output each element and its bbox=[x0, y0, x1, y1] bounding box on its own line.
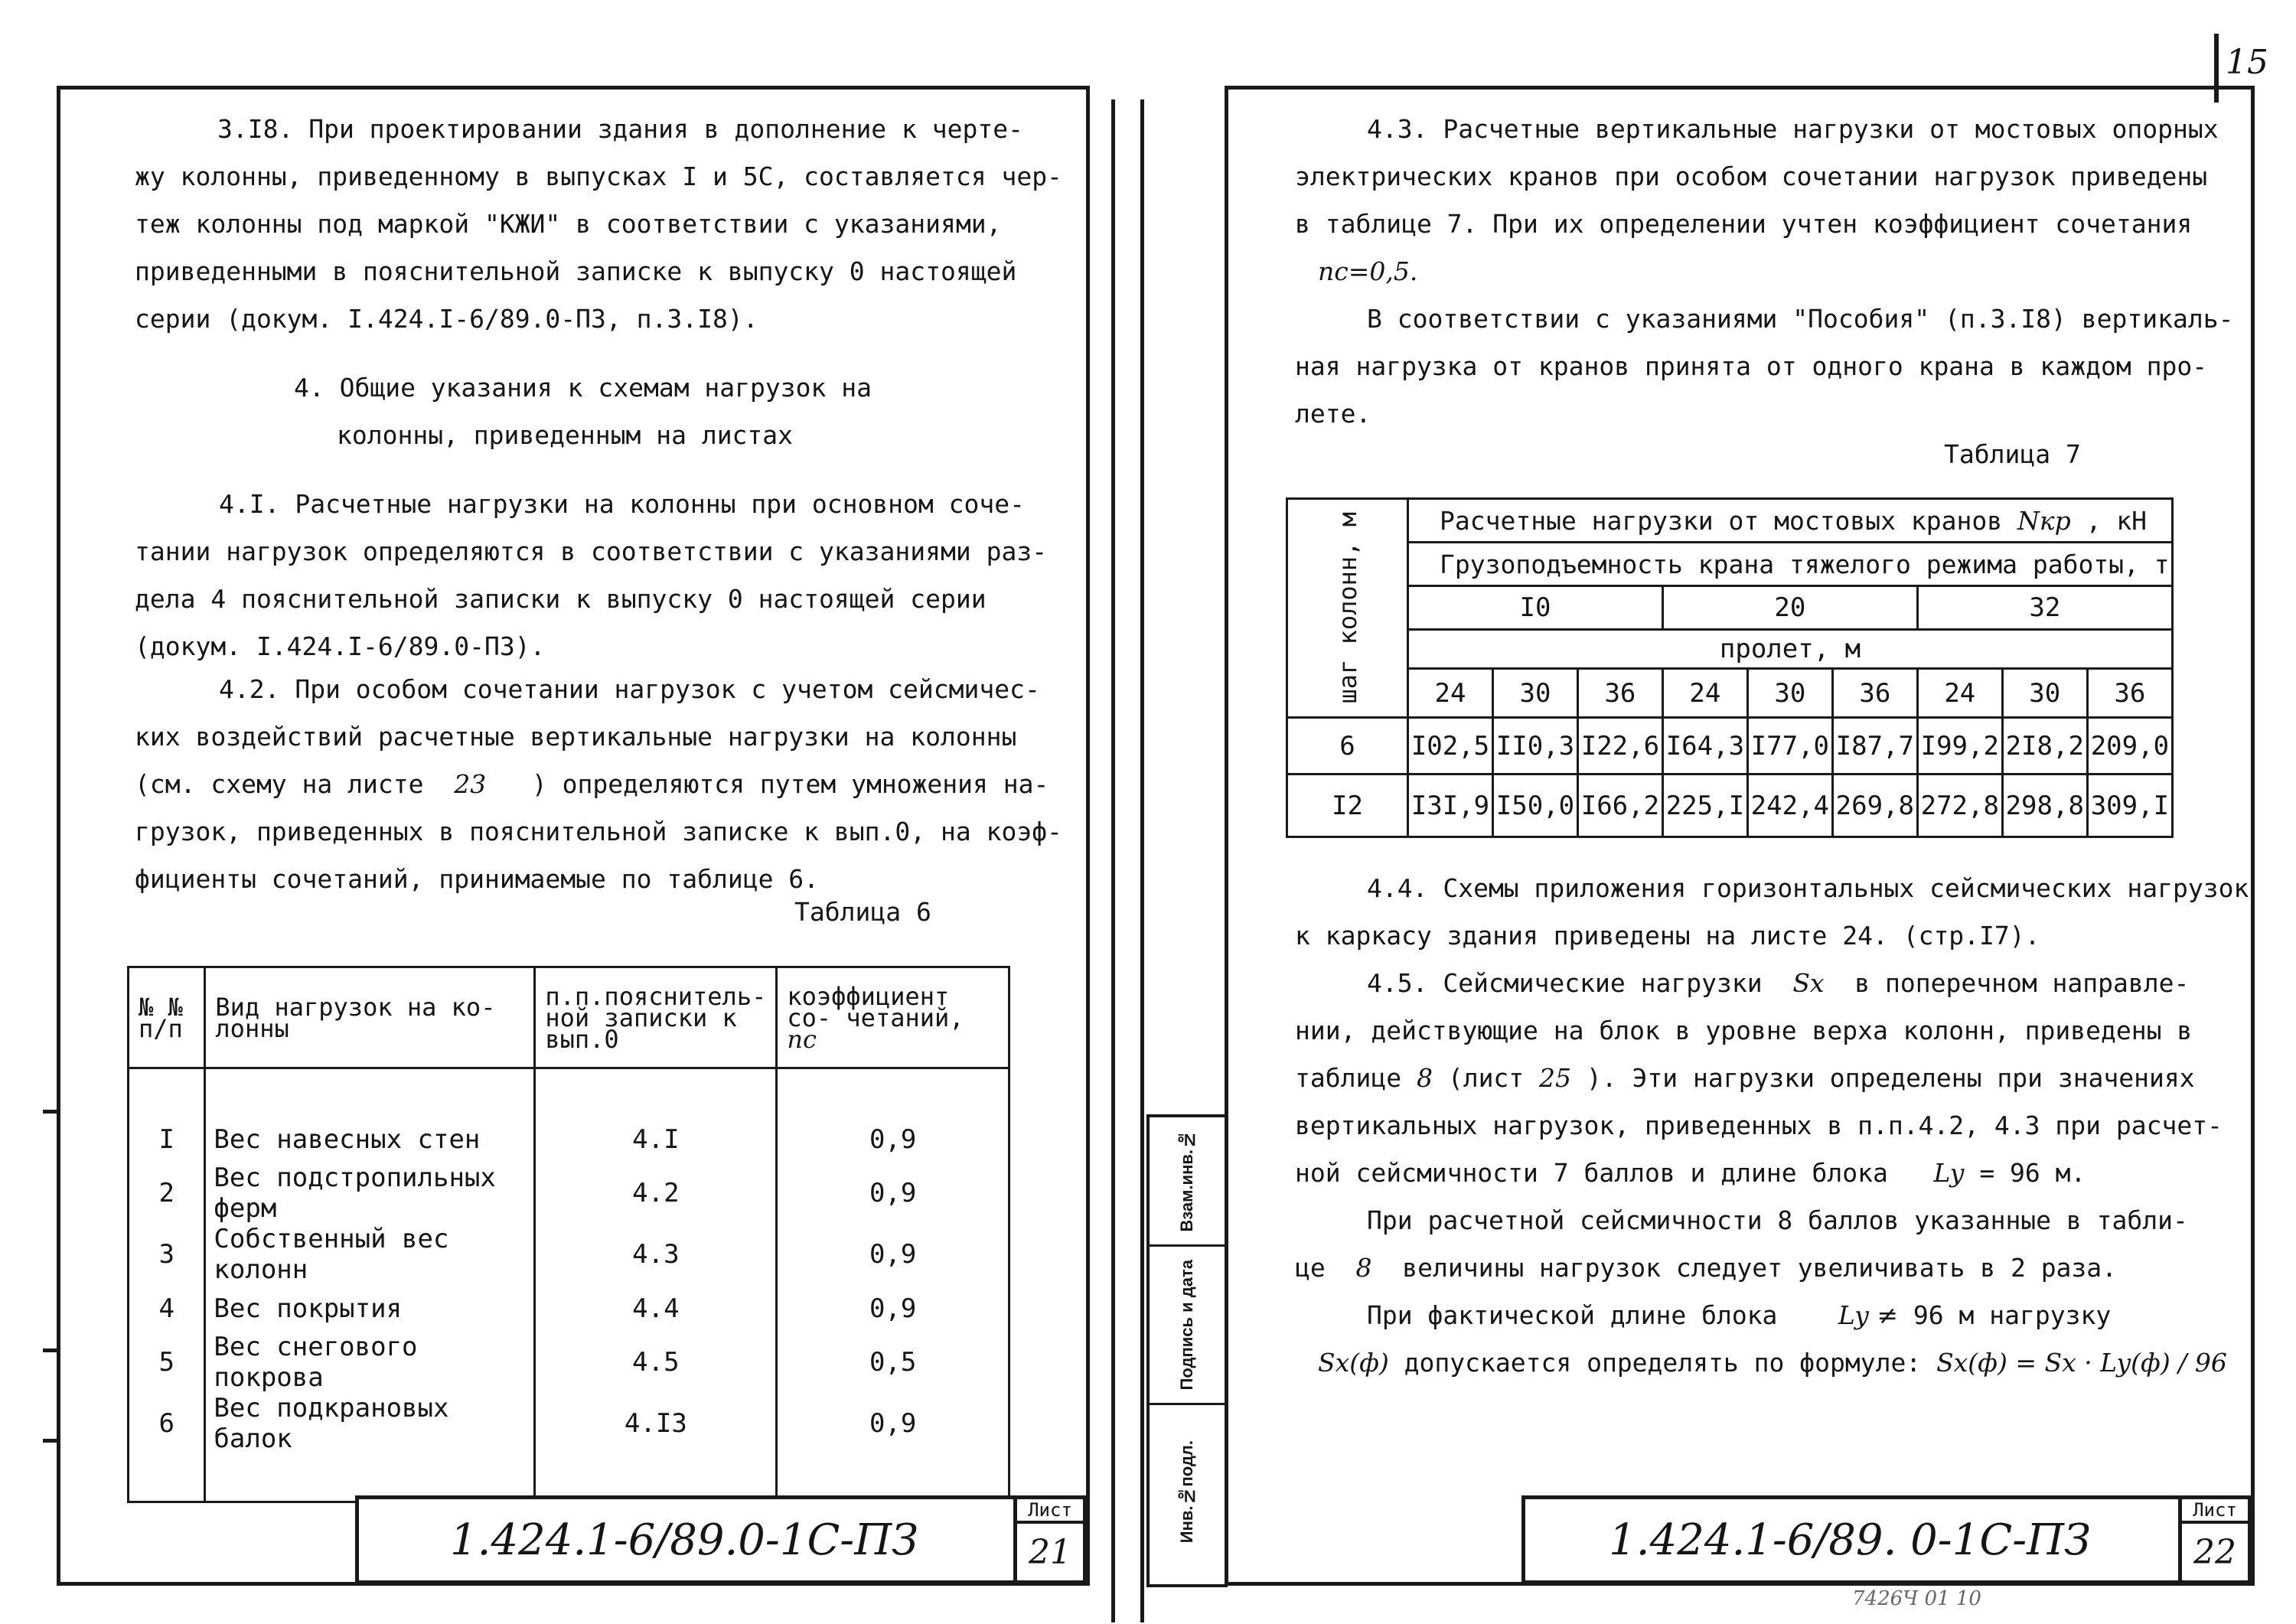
t7-span-label: пролет, м bbox=[1408, 630, 2173, 669]
left-sheet-number: 21 bbox=[1029, 1532, 1071, 1572]
side-label-inv-no: Инв.№подл. bbox=[1177, 1440, 1196, 1544]
t7-capacity: Грузоподъемность крана тяжелого режима работы, т bbox=[1408, 543, 2173, 586]
page-number: 15 bbox=[2226, 43, 2268, 82]
t7-title: Расчетные нагрузки от мостовых кранов Nкр , кН bbox=[1408, 499, 2173, 543]
t6-row: I Вес навесных стен 4.I 0,9 bbox=[129, 1116, 1009, 1163]
table-7 bbox=[1286, 497, 2174, 838]
left-sheet-label: Лист bbox=[1017, 1499, 1083, 1524]
sheet-ref-23: 23 bbox=[454, 769, 487, 799]
paragraph-4-4-to-4-7: 4.4. Схемы приложения горизонтальных сейсмических нагрузок к каркасу здания приведены на листе 24. (стр.I7). 4.5. Сейсмические нагрузки Sx в поперечном направле- нии, действующие на блок в уровне верха колонн, приведены в таблице 8 (лист 25 ). Эти нагрузки определены при значениях вертикальных нагрузок, приведенных в п.п.4.2, 4.3 при расчет- ной сейсмичности 7 баллов и длине блока Ly = 96 м. При расчетной сейсмичности 8 баллов указанные в табли- це 8 величины нагрузок следует увеличивать в 2 раза. При фактической длине блока Ly ≠ 96 м нагрузку Sx(ф) допускается определять по формуле: Sx(ф) = Sx · Ly(ф) / 96 bbox=[1295, 873, 2249, 1378]
paragraph-4-1: 4.I. Расчетные нагрузки на колонны при основном соче- тании нагрузок определяются в соответствии с указаниями раз- дела 4 пояснительной записки к выпуску 0 настоящей серии (докум. I.424.I-6/89.0-ПЗ). bbox=[135, 489, 1048, 661]
fold-line bbox=[1111, 99, 1115, 1622]
t6-row: 6 Вес подкрановых балок 4.I3 0,9 bbox=[129, 1393, 1009, 1454]
side-label-replaced-inv: Взам.инв.№ bbox=[1177, 1130, 1196, 1232]
paragraph-3-18: 3.I8. При проектировании здания в дополнение к черте- жу колонны, приведенному в выпусках I и 5С, составляется чер- теж колонны под маркой "КЖИ" в соответствии с указаниями, приведенными в пояснительной записке к выпуску 0 настоящей серии (докум. I.424.I-6/89.0-ПЗ, п.3.I8). bbox=[135, 114, 1062, 334]
t7-row: 6 I02,5 II0,3 I22,6 I64,3 I77,0 I87,7 I99,2 2I8,2 209,0 bbox=[1287, 718, 2173, 774]
table6-caption: Таблица 6 bbox=[794, 897, 931, 927]
section-4-heading: 4. Общие указания к схемам нагрузок на колонны, приведенным на листах bbox=[294, 373, 872, 450]
t7-row: I2 I3I,9 I50,0 I66,2 225,I 242,4 269,8 272,8 298,8 309,I bbox=[1287, 774, 2173, 837]
t7-capacity-10: I0 bbox=[1408, 586, 1663, 630]
bottom-note: 7426Ч 01 10 bbox=[1852, 1587, 1981, 1610]
t6-row: 5 Вес снегового покрова 4.5 0,5 bbox=[129, 1332, 1009, 1393]
left-document-code: 1.424.1-6/89.0-1С-ПЗ bbox=[450, 1515, 918, 1565]
right-sheet-number: 22 bbox=[2193, 1532, 2236, 1572]
t7-capacity-32: 32 bbox=[1917, 586, 2172, 630]
paragraph-4-2: 4.2. При особом сочетании нагрузок с учетом сейсмичес- ких воздействий расчетные вертикальные нагрузки на колонны (см. схему на листе 23 ) определяются путем умножения на- грузок, приведенных в пояснительной записке к вып.0, на коэф- фициенты сочетаний, принимаемые по таблице 6. bbox=[135, 674, 1062, 894]
t6-row: 2 Вес подстропильных ферм 4.2 0,9 bbox=[129, 1163, 1009, 1224]
t7-capacity-20: 20 bbox=[1662, 586, 1917, 630]
table7-caption: Таблица 7 bbox=[1944, 439, 2081, 469]
t7-side-header: шаг колонн, м bbox=[1332, 512, 1362, 704]
right-side-strip bbox=[1146, 1114, 1228, 1587]
right-document-code: 1.424.1-6/89. 0-1С-ПЗ bbox=[1609, 1515, 2091, 1565]
sx-symbol: Sx bbox=[1792, 968, 1825, 998]
table-6 bbox=[127, 966, 1010, 1503]
t6-row: 4 Вес покрытия 4.4 0,9 bbox=[129, 1285, 1009, 1332]
t7-spans-row: 24 30 36 24 30 36 24 30 36 bbox=[1287, 669, 2173, 718]
right-sheet-label: Лист bbox=[2182, 1499, 2248, 1524]
coef-nc: nc=0,5. bbox=[1318, 256, 1418, 286]
left-title-block bbox=[355, 1495, 1087, 1584]
t6-header-num: № № п/п bbox=[129, 967, 205, 1068]
t6-header-coef: коэффициент со- четаний, nс bbox=[777, 967, 1009, 1068]
t6-header-note: п.п.пояснитель- ной записки к вып.0 bbox=[535, 967, 777, 1068]
paragraph-4-3: 4.3. Расчетные вертикальные нагрузки от мостовых опорных электрических кранов при особом сочетании нагрузок приведены в таблице 7. При их определении учтен коэффициент сочетания nc=0,5. В соответствии с указаниями "Пособия" (п.3.I8) вертикаль- ная нагрузка от кранов принята от одного крана в каждом про- лете. bbox=[1295, 114, 2234, 429]
t6-header-load: Вид нагрузок на ко- лонны bbox=[205, 967, 535, 1068]
t6-row: 3 Собственный вес колонн 4.3 0,9 bbox=[129, 1224, 1009, 1285]
right-title-block bbox=[1521, 1495, 2252, 1584]
side-label-signature-date: Подпись и дата bbox=[1177, 1259, 1196, 1391]
formula: Sx(ф) = Sx · Ly(ф) / 96 bbox=[1936, 1348, 2227, 1378]
